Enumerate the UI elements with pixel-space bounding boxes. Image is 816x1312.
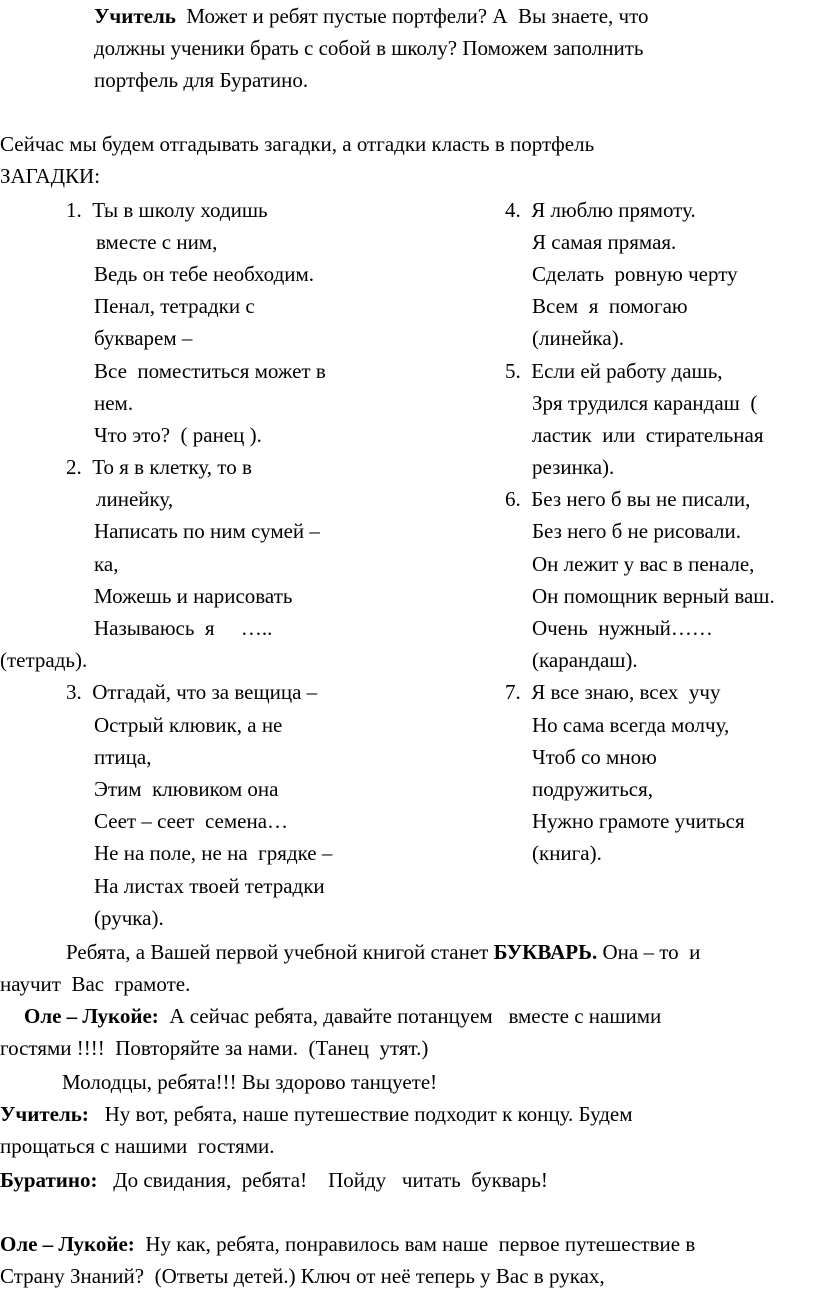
riddle-left-line: нем. (94, 391, 134, 415)
ole-text: А сейчас ребята, давайте потанцуем вместе с нашими (158, 1004, 662, 1028)
speaker-teacher: Учитель: (0, 1102, 89, 1126)
bukvar-word: БУКВАРЬ. (493, 940, 598, 964)
riddle-right-line: 4. Я люблю прямоту. (505, 198, 696, 222)
riddle-right-line: резинка). (532, 455, 615, 479)
bukvar-line-1 (66, 936, 700, 968)
riddle-right-line: 7. Я все знаю, всех учу (505, 680, 721, 704)
riddle-right-line: Он лежит у вас в пенале, (532, 552, 755, 576)
riddle-left-line: букварем – (94, 326, 193, 350)
riddle-left-line: Ведь он тебе необходим. (94, 262, 315, 286)
speaker-buratino: Буратино: (0, 1168, 98, 1192)
riddle-left-line: линейку, (96, 487, 174, 511)
teacher-line-1 (0, 1098, 633, 1130)
riddle-left-line: птица, (94, 745, 152, 769)
riddle-left-line: 1. Ты в школу ходишь (66, 198, 268, 222)
riddle-left-line: Называюсь я ….. (94, 616, 273, 640)
intro-line-3: портфель для Буратино. (94, 68, 309, 92)
riddle-right-line: 5. Если ей работу дашь, (505, 359, 723, 383)
riddle-right-line: Зря трудился карандаш ( (532, 391, 758, 415)
speaker-ole: Оле – Лукойе: (0, 1232, 135, 1256)
teacher-line-2: прощаться с нашими гостями. (0, 1134, 275, 1158)
riddle-left-line: Что это? ( ранец ). (94, 423, 262, 447)
ole-line-1 (24, 1000, 661, 1032)
praise-line: Молодцы, ребята!!! Вы здорово танцуете! (62, 1070, 438, 1094)
riddle-left-line: 2. То я в клетку, то в (66, 455, 252, 479)
buratino-text: До свидания, ребята! Пойду читать букварь! (97, 1168, 548, 1192)
riddle-right-line: Нужно грамоте учиться (532, 809, 745, 833)
riddle-left-line: Этим клювиком она (94, 777, 279, 801)
bukvar-line-2: научит Вас грамоте. (0, 972, 191, 996)
ole2-line-2: Страну Знаний? (Ответы детей.) Ключ от неё теперь у Вас в руках, (0, 1264, 605, 1288)
teacher-text: Ну вот, ребята, наше путешествие подходит к концу. Будем (88, 1102, 633, 1126)
riddle-left-line: Острый клювик, а не (94, 713, 283, 737)
intro-line-1 (94, 0, 649, 32)
riddle-left-line: Сеет – сеет семена… (94, 809, 289, 833)
riddle-right-line: 6. Без него б вы не писали, (505, 487, 751, 511)
announce-line-1: Сейчас мы будем отгадывать загадки, а отгадки класть в портфель (0, 132, 595, 156)
riddle-left-line: Написать по ним сумей – (94, 519, 320, 543)
riddle-right-line: (книга). (532, 841, 602, 865)
intro-text: Может и ребят пустые портфели? А Вы знаете, что (175, 4, 649, 28)
riddle-left-line: ка, (94, 552, 119, 576)
riddle-right-line: подружиться, (532, 777, 653, 801)
riddle-right-line: Очень нужный…… (532, 616, 713, 640)
riddle-right-line: Сделать ровную черту (532, 262, 738, 286)
riddle-left-line: вместе с ним, (96, 230, 218, 254)
riddle-left-line: 3. Отгадай, что за вещица – (66, 680, 318, 704)
riddle-left-line: Можешь и нарисовать (94, 584, 293, 608)
speaker-teacher: Учитель (94, 4, 176, 28)
riddle-right-line: Но сама всегда молчу, (532, 713, 730, 737)
buratino-line (0, 1164, 548, 1196)
riddle-right-line: Он помощник верный ваш. (532, 584, 775, 608)
ole-line-2: гостями !!!! Повторяйте за нами. (Танец утят.) (0, 1036, 429, 1060)
riddle-right-line: (карандаш). (532, 648, 638, 672)
ole2-text: Ну как, ребята, понравилось вам наше первое путешествие в (134, 1232, 696, 1256)
intro-line-2: должны ученики брать с собой в школу? Поможем заполнить (94, 36, 644, 60)
riddle-right-line: Чтоб со мною (532, 745, 657, 769)
riddles-heading: ЗАГАДКИ: (0, 164, 101, 188)
riddle-left-line: Не на поле, не на грядке – (94, 841, 333, 865)
riddle-right-line: Без него б не рисовали. (532, 519, 741, 543)
riddle-right-line: ластик или стирательная (532, 423, 764, 447)
riddle-left-line: (ручка). (94, 906, 164, 930)
ole2-line-1 (0, 1228, 695, 1260)
riddle-left-line: (тетрадь). (0, 648, 88, 672)
bukvar-text: Ребята, а Вашей первой учебной книгой станет (66, 940, 494, 964)
speaker-ole: Оле – Лукойе: (24, 1004, 159, 1028)
riddle-right-line: (линейка). (532, 326, 624, 350)
riddle-right-line: Всем я помогаю (532, 294, 688, 318)
riddle-right-line: Я самая прямая. (532, 230, 677, 254)
bukvar-text-end: Она – то и (597, 940, 701, 964)
riddle-left-line: Пенал, тетрадки с (94, 294, 255, 318)
riddle-left-line: На листах твоей тетрадки (94, 874, 325, 898)
riddle-left-line: Все поместиться может в (94, 359, 326, 383)
